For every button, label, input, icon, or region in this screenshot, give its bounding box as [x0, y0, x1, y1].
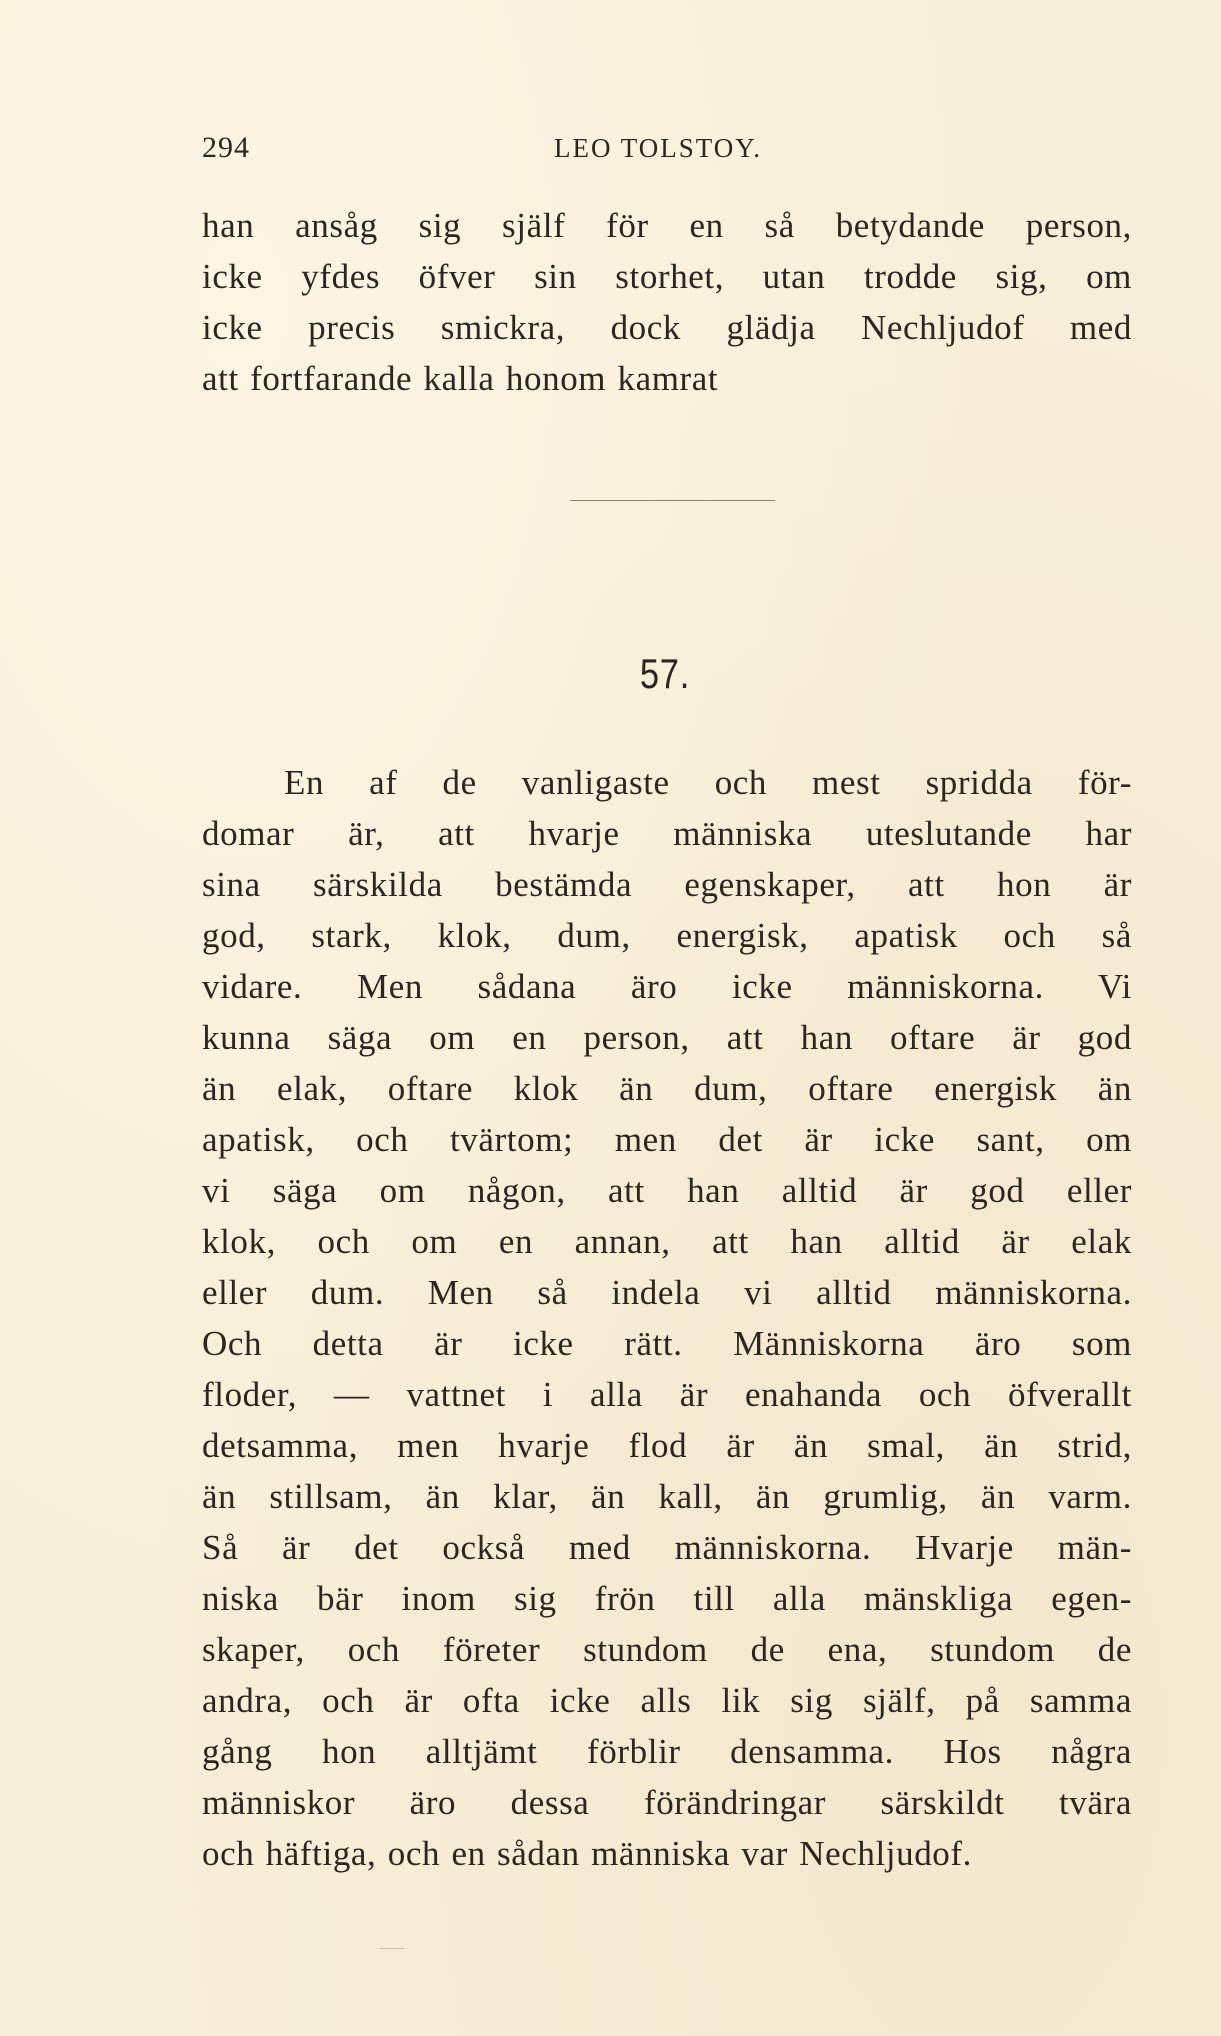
- text-line: Och detta är icke rätt. Människorna äro som: [202, 1324, 1132, 1363]
- text-line: domar är, att hvarje människa uteslutande har: [202, 814, 1132, 853]
- text-line: icke precis smickra, dock glädja Nechljudof med: [202, 308, 1132, 347]
- text-line: vidare. Men sådana äro icke människorna. Vi: [202, 967, 1132, 1006]
- text-line: Så är det också med människorna. Hvarje män-: [202, 1528, 1132, 1567]
- text-line: att fortfarande kalla honom kamrat: [202, 359, 719, 398]
- text-line: En af de vanligaste och mest spridda för-: [284, 763, 1132, 802]
- text-line: niska bär inom sig frön till alla mänskliga egen-: [202, 1579, 1132, 1618]
- text-line: vi säga om någon, att han alltid är god eller: [202, 1171, 1132, 1210]
- section-divider: [570, 500, 775, 501]
- continued-paragraph: [202, 200, 1132, 404]
- text-line: och häftiga, och en sådan människa var Nechljudof.: [202, 1834, 972, 1873]
- page-header: [202, 126, 1132, 170]
- running-head: LEO TOLSTOY.: [554, 133, 763, 163]
- paper-speck: [380, 1948, 404, 1949]
- chapter-number: 57.: [639, 650, 691, 697]
- text-line: sina särskilda bestämda egenskaper, att hon är: [202, 865, 1132, 904]
- text-line: klok, och om en annan, att han alltid är elak: [202, 1222, 1132, 1261]
- text-line: gång hon alltjämt förblir densamma. Hos några: [202, 1732, 1132, 1771]
- text-line: än elak, oftare klok än dum, oftare energisk än: [202, 1069, 1132, 1108]
- text-line: han ansåg sig själf för en så betydande person,: [202, 206, 1132, 245]
- text-line: floder, — vattnet i alla är enahanda och öfverallt: [202, 1375, 1132, 1414]
- text-line: detsamma, men hvarje flod är än smal, än strid,: [202, 1426, 1132, 1465]
- text-line: eller dum. Men så indela vi alltid människorna.: [202, 1273, 1132, 1312]
- text-line: skaper, och företer stundom de ena, stundom de: [202, 1630, 1132, 1669]
- page-number: 294: [202, 131, 250, 164]
- text-line: andra, och är ofta icke alls lik sig själf, på samma: [202, 1681, 1132, 1720]
- text-line: än stillsam, än klar, än kall, än grumlig, än varm.: [202, 1477, 1132, 1516]
- text-line: icke yfdes öfver sin storhet, utan trodde sig, om: [202, 257, 1132, 296]
- text-line: kunna säga om en person, att han oftare är god: [202, 1018, 1132, 1057]
- text-line: apatisk, och tvärtom; men det är icke sant, om: [202, 1120, 1132, 1159]
- chapter-paragraph: [202, 757, 1132, 1879]
- text-line: människor äro dessa förändringar särskildt tvära: [202, 1783, 1132, 1822]
- text-line: god, stark, klok, dum, energisk, apatisk och så: [202, 916, 1132, 955]
